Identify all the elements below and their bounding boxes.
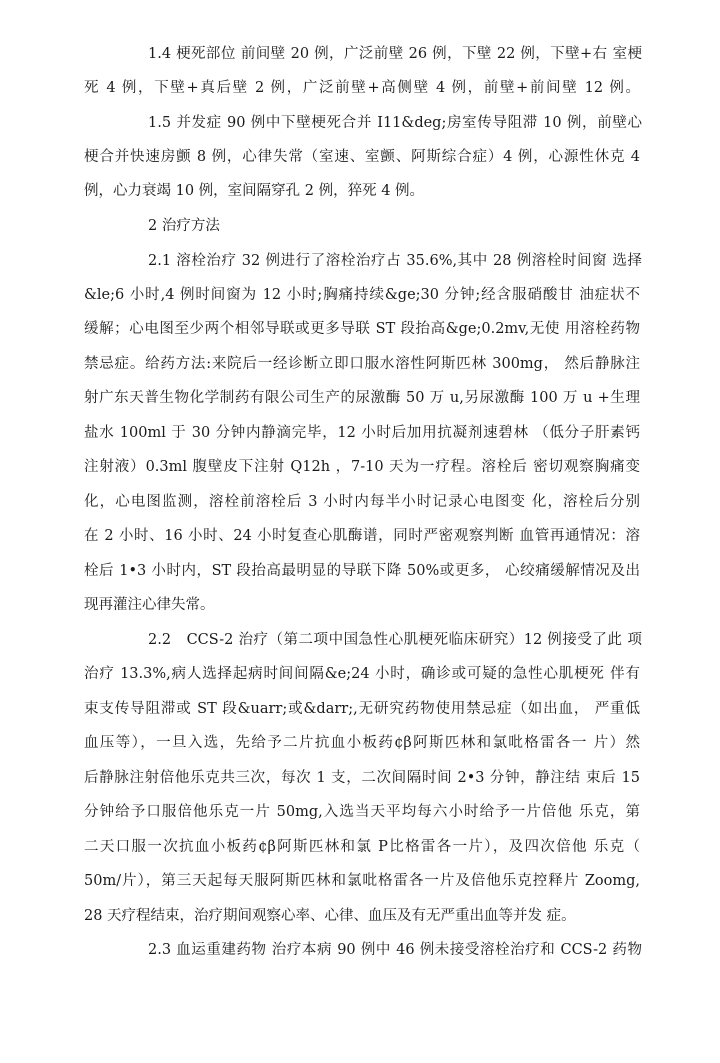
text-line: 在 2 小时、16 小时、24 小时复查心肌酶谱，同时严密观察判断 血管再通情况：溶 [84,528,640,544]
text-line: 束支传导阻滞或 ST 段&uarr;或&darr;,无研究药物使用禁忌症（如出血， 严重低 [84,701,640,717]
text-line: 栓后 1•3 小时内，ST 段抬高最明显的导联下降 50%或更多， 心绞痛缓解情况及出 [84,563,640,579]
text-line: 28 天疗程结束，治疗期间观察心率、心律、血压及有无严重出血等并发 症。 [84,908,576,924]
text-line: &le;6 小时,4 例时间窗为 12 小时;胸痛持续&ge;30 分钟;经含服硝酸甘 油症状不 [84,287,640,303]
text-line: 2.1 溶栓治疗 32 例进行了溶栓治疗占 35.6%,其中 28 例溶栓时间窗 选择 [148,253,642,269]
text-line: 禁忌症。给药方法:来院后一经诊断立即口服水溶性阿斯匹林 300mg， 然后静脉注 [84,356,640,372]
text-line: 2.3 血运重建药物 治疗本病 90 例中 46 例未接受溶栓治疗和 CCS-2 药物 [148,942,642,958]
text-line: 注射液）0.3ml 腹壁皮下注射 Q12h ，7-10 天为一疗程。溶栓后 密切观察胸痛变 [84,459,640,475]
text-line: 现再灌注心律失常。 [84,597,215,613]
text-line: 化，心电图监测，溶栓前溶栓后 3 小时内每半小时记录心电图变 化，溶栓后分别 [84,494,640,510]
text-line: 二天口服一次抗血小板药¢β阿斯匹林和氯 Ρ比格雷各一片），及四次倍他 乐克（ [84,839,640,855]
text-line: 射广东天普生物化学制药有限公司生产的尿激酶 50 万 u,另尿激酶 100 万 u +生理 [84,390,640,406]
text-line: 治疗 13.3%,病人选择起病时间间隔&e;24 小时，确诊或可疑的急性心肌梗死 伴有 [84,666,640,682]
text-line: 后静脉注射倍他乐克共三次，每次 1 支，二次间隔时间 2•3 分钟，静注结 束后 15 [84,770,640,786]
text-line: 50m/片），第三天起每天服阿斯匹林和氯吡格雷各一片及倍他乐克控释片 Zoomg, [84,873,640,889]
text-line: 死 4 例，下壁+真后壁 2 例，广泛前壁+高侧壁 4 例，前壁+前间壁 12 例。 [84,80,640,96]
text-line: 缓解；心电图至少两个相邻导联或更多导联 ST 段抬高&ge;0.2mv,无使 用溶栓药物 [84,321,640,337]
text-line: 分钟给予口服倍他乐克一片 50mg,入选当天平均每六小时给予一片倍他 乐克，第 [84,804,640,820]
text-line: 盐水 100ml 于 30 分钟内静滴完毕，12 小时后加用抗凝剂速碧林 （低分子肝素钙 [84,425,640,441]
text-line: 1.4 梗死部位 前间壁 20 例，广泛前壁 26 例，下壁 22 例，下壁+右 室梗 [148,46,642,62]
text-line: 例，心力衰竭 10 例，室间隔穿孔 2 例，猝死 4 例。 [84,183,425,199]
text-line: 1.5 并发症 90 例中下壁梗死合并 I11&deg;房室传导阻滞 10 例，前壁心 [148,115,642,131]
section-heading: 2 治疗方法 [148,218,220,234]
text-line: 血压等），一旦入选，先给予二片抗血小板药¢β阿斯匹林和氯吡格雷各一 片）然 [84,735,640,751]
text-line: 2.2 CCS-2 治疗（第二项中国急性心肌梗死临床研究）12 例接受了此 项 [148,632,642,648]
text-line: 梗合并快速房颤 8 例，心律失常（室速、室颤、阿斯综合症）4 例，心源性休克 4 [84,149,640,165]
